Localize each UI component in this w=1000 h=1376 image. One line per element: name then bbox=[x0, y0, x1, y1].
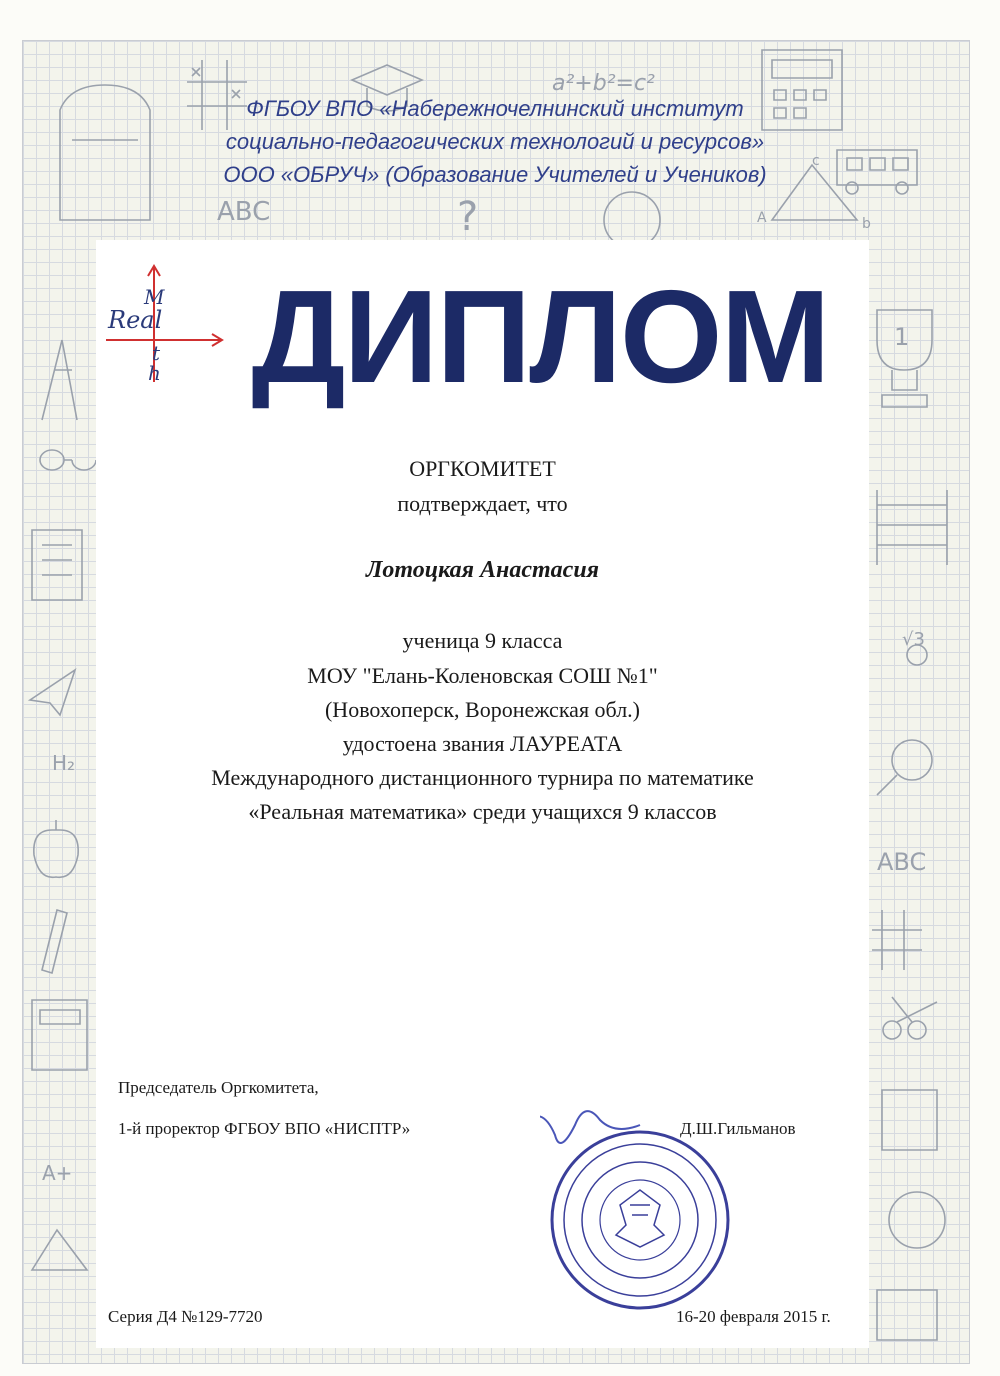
svg-text:A: A bbox=[757, 210, 767, 226]
issuer-header bbox=[110, 92, 880, 191]
series-number: Серия Д4 №129-7720 bbox=[108, 1307, 263, 1326]
h2o-doodle: H₂ bbox=[52, 751, 76, 775]
logo-h: h bbox=[148, 361, 161, 385]
location-text: (Новохоперск, Воронежская обл.) bbox=[324, 697, 641, 722]
book-bottom-icon bbox=[877, 1290, 937, 1340]
calculator-left-icon bbox=[32, 1000, 87, 1070]
signer-role-1: Председатель Оргкомитета, bbox=[118, 1078, 319, 1097]
event-date: 16-20 февраля 2015 г. bbox=[676, 1307, 831, 1326]
signature-scribble bbox=[540, 1111, 640, 1143]
school-text: МОУ "Елань-Коленовская СОШ №1" bbox=[307, 663, 658, 688]
question-doodle: ? bbox=[457, 194, 479, 240]
svg-text:√3: √3 bbox=[902, 629, 925, 650]
grade-text: ученица 9 класса bbox=[402, 628, 563, 653]
pencil-icon bbox=[42, 910, 67, 973]
event-line-1: Международного дистанционного турнира по математике bbox=[211, 765, 754, 790]
official-stamp bbox=[540, 1110, 740, 1310]
svg-text:c: c bbox=[812, 153, 820, 169]
notebook-icon bbox=[32, 530, 82, 600]
logo-horizontal-arrow bbox=[106, 334, 222, 346]
tic-tac-toe-right-icon bbox=[872, 910, 922, 970]
scissors-icon bbox=[883, 1021, 901, 1039]
a-plus-doodle: A+ bbox=[42, 1161, 73, 1185]
triangle-left-icon bbox=[32, 1230, 87, 1270]
signer-role-2: 1-й проректор ФГБОУ ВПО «НИСПТР» bbox=[118, 1119, 411, 1138]
diploma-title: ДИПЛОМ bbox=[251, 263, 829, 410]
compass-icon bbox=[42, 340, 77, 420]
issuer-line-2: социально-педагогических технологий и ресурсов» bbox=[225, 129, 765, 154]
abc-doodle: ABC bbox=[217, 197, 271, 227]
abacus-icon bbox=[877, 490, 947, 565]
book-right-icon bbox=[882, 1090, 937, 1150]
abc-right-doodle: ABC bbox=[877, 848, 927, 876]
paper-plane-icon bbox=[30, 670, 75, 715]
svg-text:1: 1 bbox=[894, 323, 910, 351]
logo-t: t bbox=[152, 341, 161, 365]
formula-doodle: a²+b²=c² bbox=[552, 71, 655, 96]
logo-real: Real bbox=[108, 306, 163, 334]
org-committee: ОРГКОМИТЕТ bbox=[409, 456, 556, 481]
globe-right-icon bbox=[889, 1192, 945, 1248]
recipient-name: Лотоцкая Анастасия bbox=[365, 557, 600, 583]
confirms-text: подтверждает, что bbox=[397, 491, 568, 516]
magnifier-icon bbox=[892, 740, 932, 780]
issuer-line-3: ООО «ОБРУЧ» (Образование Учителей и Учеников) bbox=[223, 162, 767, 187]
logo-m: M bbox=[144, 285, 165, 309]
real-math-logo bbox=[102, 262, 232, 392]
glasses-icon bbox=[40, 450, 96, 470]
award-text: удостоена звания ЛАУРЕАТА bbox=[342, 731, 623, 756]
svg-text:b: b bbox=[862, 216, 871, 232]
eagle-emblem-icon bbox=[616, 1190, 664, 1247]
issuer-line-1: ФГБОУ ВПО «Набережночелнинский институт bbox=[246, 96, 744, 121]
apple-icon bbox=[34, 820, 78, 877]
event-line-2: «Реальная математика» среди учащихся 9 классов bbox=[248, 799, 717, 824]
signer-name: Д.Ш.Гильманов bbox=[680, 1119, 796, 1138]
